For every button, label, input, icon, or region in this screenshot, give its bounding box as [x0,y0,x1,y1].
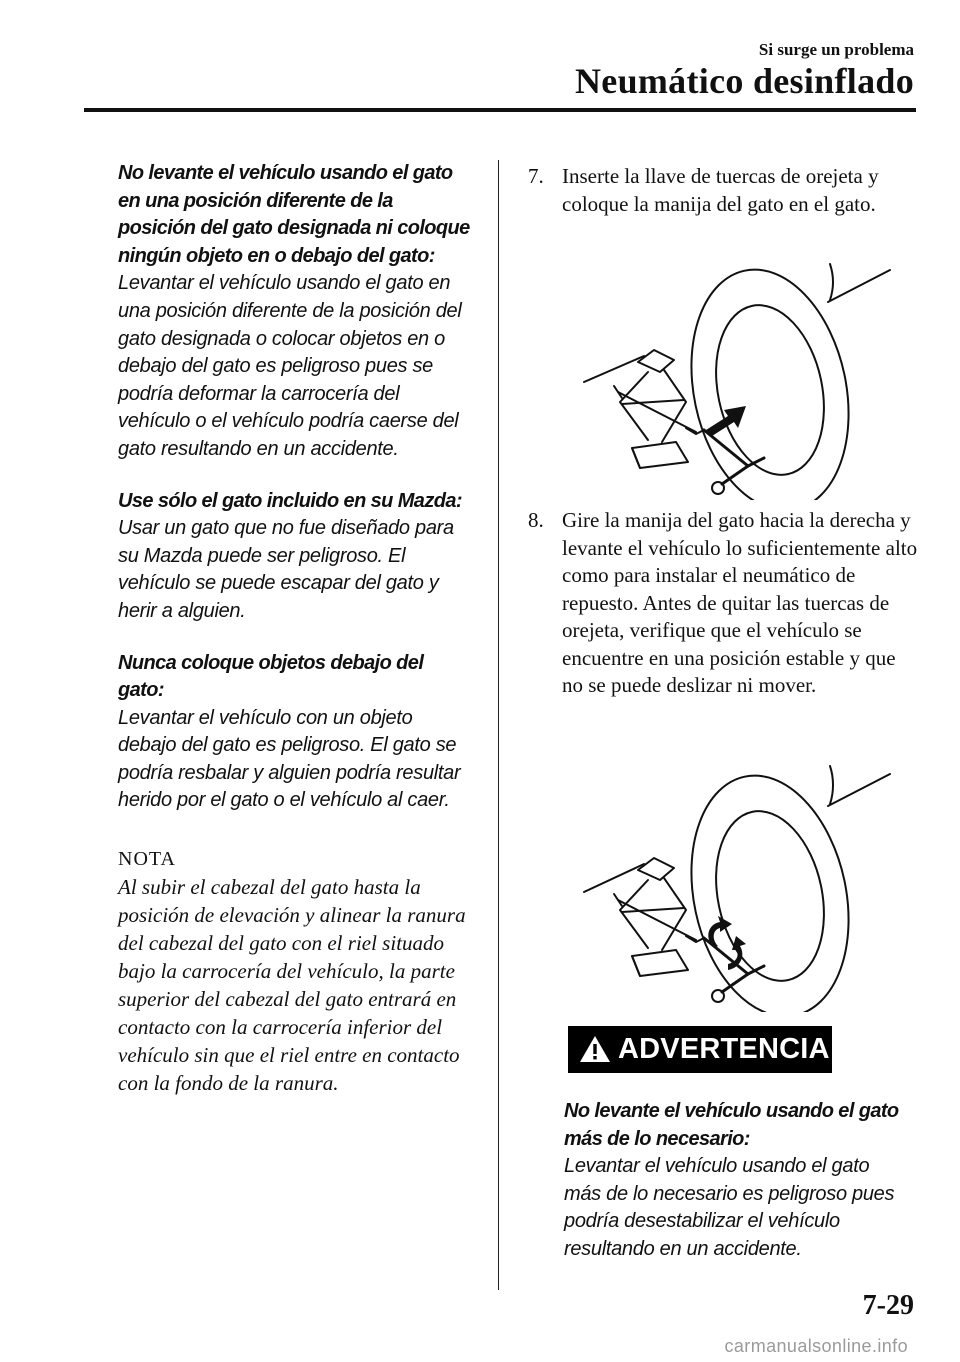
step-7-number: 7. [528,164,544,188]
step-8-number: 8. [528,508,544,532]
step-8 [528,507,918,700]
left-column [118,160,474,1097]
step-7-text: Inserte la llave de tuercas de orejeta y coloque la manija del gato en el gato. [562,164,879,216]
column-divider [498,160,499,1290]
advertencia-label: ADVERTENCIA [618,1033,830,1065]
warning-triangle-icon [578,1034,612,1064]
warning-4-title: No levante el vehículo usando el gato más de lo necesario: [564,1100,899,1150]
section-label: Si surge un problema [758,40,914,59]
warning-4 [564,1098,904,1264]
watermark: carmanualsonline.info [724,1336,908,1356]
step-8-text: Gire la manija del gato hacia la derecha y levante el vehículo lo suficientemente alto como para instalar el neumático de repuesto. Antes de quitar las tuercas de orejeta, verifique que el vehículo se encuentre en una posición estable y que no se puede deslizar ni mover. [562,508,918,697]
note-body: Al subir el cabezal del gato hasta la posición de elevación y alinear la ranura del cabezal del gato con el riel situado bajo la carrocería del vehículo, la parte superior del cabezal del gato entrará en contacto con la carrocería inferior del vehículo sin que el riel entre en contacto con la fondo de la ranura. [118,875,466,1096]
warning-1-body: Levantar el vehículo usando el gato en una posición diferente de la posición del gato designada o colocar objetos en o debajo del gato es peligroso pues se podría deformar la carrocería del vehículo o el vehículo podría caerse del gato resultando en un accidente. [118,272,462,460]
note-title: NOTA [118,848,176,871]
warning-1-title: No levante el vehículo usando el gato en una posición diferente de la posición del gato designada ni coloque ningún objeto en o debajo del gato: [118,162,470,267]
step-7 [528,163,918,218]
chapter-title: Neumático desinflado [575,61,914,101]
warning-2-title: Use sólo el gato incluido en su Mazda: [118,489,462,512]
jack-insert-illustration [578,252,898,500]
warning-3-title: Nunca coloque objetos debajo del gato: [118,651,424,702]
warning-3-body: Levantar el vehículo con un objeto debajo del gato es peligroso. El gato se podría resbalar y alguien podría resultar herido por el gato o el vehículo al caer. [118,706,461,812]
warning-2-body: Usar un gato que no fue diseñado para su Mazda puede ser peligroso. El vehículo se puede escapar del gato y herir a alguien. [118,517,454,622]
page-number: 7-29 [862,1290,914,1321]
jack-rotate-illustration [578,756,898,1012]
advertencia-banner [568,1026,832,1073]
header-rule [84,108,916,112]
warning-4-body: Levantar el vehículo usando el gato más de lo necesario es peligroso pues podría desestabilizar el vehículo resultando en un accidente. [564,1155,895,1260]
